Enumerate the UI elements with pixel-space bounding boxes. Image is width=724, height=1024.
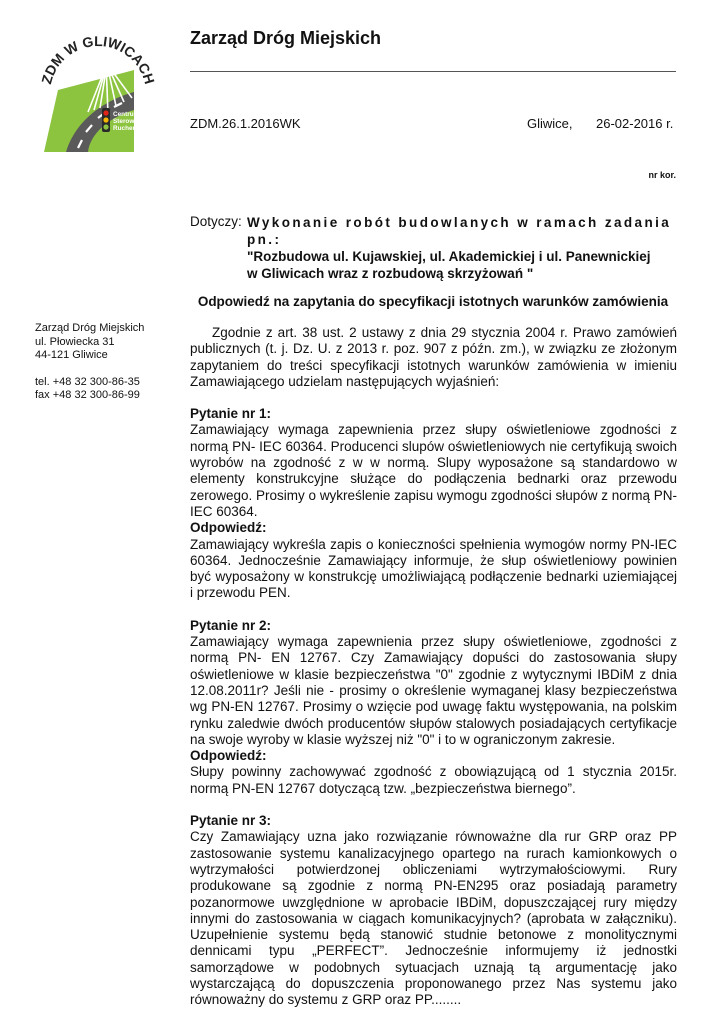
logo-caption-1: Centrum [113, 111, 140, 118]
answer-2-text: Słupy powinny zachowywać zgodność z obowiązującą od 1 stycznia 2015r. normą PN-EN 12767 dotyczącą tzw. „bezpieczeństwa biernego”. [190, 764, 677, 796]
header-divider [190, 71, 676, 72]
logo-caption-3: Ruchem [113, 125, 139, 132]
answer-1-text: Zamawiający wykreśla zapis o konieczności spełnienia wymogów normy PN-IEC 60364. Jednocześnie Zamawiający informuje, że słup oświetleniowy powinien być wyposażony w konstrukcję umożliwiającą podłączenie bednarki uziemiającej i przewodu PEN. [190, 536, 677, 601]
traffic-light-green [103, 124, 108, 129]
city: Gliwice, [527, 116, 573, 131]
document-body [190, 325, 677, 1009]
logo-arc-text: ZDM W GLIWICACH [38, 32, 158, 86]
document-number: ZDM.26.1.2016WK [190, 116, 301, 131]
subject-line-1: Wykonanie robót budowlanych w ramach zadania pn.: [247, 215, 672, 247]
subject-text [247, 214, 679, 282]
subject-line-2: "Rozbudowa ul. Kujawskiej, ul. Akademickiej i ul. Panewnickiej [247, 249, 651, 264]
sender-fax: fax +48 32 300-86-99 [35, 389, 140, 401]
question-1-title: Pytanie nr 1: [190, 406, 272, 422]
traffic-light-red [103, 110, 108, 115]
answer-2-title: Odpowiedź: [190, 748, 267, 764]
sender-name: Zarząd Dróg Miejskich [35, 322, 145, 334]
logo-caption-2: Sterowania [113, 118, 148, 125]
question-2-title: Pytanie nr 2: [190, 617, 272, 633]
intro-paragraph: Zgodnie z art. 38 ust. 2 ustawy z dnia 29 stycznia 2004 r. Prawo zamówień publicznych (t. j. Dz. U. z 2013 r. poz. 907 z późn. zm.), w związku ze złożonym zapytaniem do treści specyfikacji istotnych warunków zamówienia w imieniu Zamawiającego udzielam następujących wyjaśnień: [190, 325, 677, 389]
nr-kor: nr kor. [648, 170, 676, 180]
answer-1-title: Odpowiedź: [190, 520, 267, 536]
sender-phone: tel. +48 32 300-86-35 [35, 375, 140, 388]
question-3-text: Czy Zamawiający uzna jako rozwiązanie równoważne dla rur GRP oraz PP zastosowanie systemu kanalizacyjnego opartego na rurach kamionkowych o wytrzymałości potwierdzonej obliczeniami wytrzymałościowymi. Rury produkowane są zgodnie z normą PN-EN295 oraz posiadają parametry pozanormowe uwzględnione w aprobacie IBDiM, dopuszczającej rury między innymi do zastosowania w ciągach komunikacyjnych? (aprobata w załączniku). Uzupełnienie systemu będą stanowić studnie betonowe z monolitycznymi dennicami typu „PERFECT”. Jednocześnie informujemy iż jednostki samorządowe w podobnych sytuacjach uznają tą argumentację jako wystarczającą do dopuszczenia proponowanego przez Nas systemu jako równoważny do systemu z GRP oraz PP........ [190, 829, 677, 1008]
sender-address [35, 322, 144, 403]
document-date: 26-02-2016 r. [596, 116, 674, 131]
org-title: Zarząd Dróg Miejskich [190, 28, 382, 48]
traffic-light-yellow [103, 117, 108, 122]
zdm-logo [36, 30, 160, 154]
question-1-text: Zamawiający wymaga zapewnienia przez słupy oświetleniowe zgodności z normą PN- IEC 60364. Producenci slupów oświetleniowych nie certyfikują swoich wyrobów na zgodność z w w normą. Slupy wyposażone są standardowo w elementy konstrukcyjne służące do podłączenia bednarki oraz przewodu zerowego. Prosimy o wykreślenie zapisu wymogu zgodności słupów z normą PN-IEC 60364. [190, 422, 677, 519]
sender-street: ul. Płowiecka 31 [35, 335, 115, 348]
question-3-title: Pytanie nr 3: [190, 813, 272, 829]
subject-label: Dotyczy: [190, 214, 242, 229]
subject-line-3: w Gliwicach wraz z rozbudową skrzyżowań " [247, 266, 534, 281]
document-heading: Odpowiedź na zapytania do specyfikacji istotnych warunków zamówienia [197, 294, 669, 309]
sender-postal: 44-121 Gliwice [35, 349, 108, 361]
question-2-text: Zamawiający wymaga zapewnienia przez słupy oświetleniowe, zgodności z normą PN- EN 12767. Czy Zamawiający dopuści do zastosowania słupy oświetleniowe w klasie bezpieczeństwa "0" zgodnie z wytycznymi IBDiM z dnia 12.08.2011r? Jeśli nie - prosimy o określenie wymaganej klasy bezpieczeństwa wg PN-EN 12767. Prosimy o wzięcie pod uwagę faktu występowania, na polskim rynku zaledwie dwóch producentów słupów stalowych posiadających certyfikacje na swoje wyroby w klasie wyższej niż "0" i to w ograniczonym zakresie. [190, 634, 677, 747]
